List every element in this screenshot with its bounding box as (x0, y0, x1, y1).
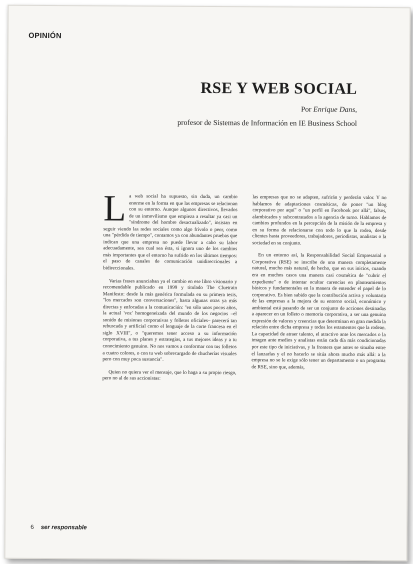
text-column-right (251, 195, 386, 378)
magazine-page (4, 5, 410, 561)
section-label: OPINIÓN (28, 30, 62, 41)
paragraph: En un entorno así, la Responsabilidad Social Empresarial o Corporativa (RSE) se inscribe de una manera completamente natural, mucho más natural, de hecho, que en sus inicios, cuando era en muchos casos una manera casi cosmética de "cubrir el expediente" o de intentar ocultar carencias en planteamientos básicos y fundamentales en la manera de entender el papel de lo corporativo. Es bien sabido que la contribución activa y voluntaria de las empresas a la mejora de su entorno social, económico y ambiental está pasando de ser un conjunto de acciones destinadas a aparecer en un folleto o memoria corporativa, a ser una genuina expresión de valores y creencias que determinan en gran medida la relación entre dicha empresa y todos los estamentos que la rodean. La capacidad de atraer talento, el atractivo ante los mercados o la imagen ante medios y analistas están cada día más condicionadas por este tipo de iniciativas, y la frontera que antes se situaba entre el lanzarlas y el no hacerlo se sitúa ahora mucho más allá: a la empresa no se le exige sólo tener un departamento o un programa de RSE, sino que, además, (251, 253, 387, 371)
author-role: profesor de Sistemas de Información en IE Business School (177, 117, 358, 128)
text-column-left (102, 188, 238, 390)
article-title: RSE Y WEB SOCIAL (200, 79, 358, 98)
paragraph (103, 188, 238, 273)
publication-name: ser responsable (40, 524, 87, 532)
drop-cap: L (103, 188, 127, 230)
page-footer (30, 525, 86, 531)
paragraph: las empresas que no se adapten, sufrirán y perderán valor. Y no hablamos de adaptaciones cosméticas, de poner "un blog corporativo por aquí" o "un perfil en Facebook por allá", falsos, alambicados y subcontratados a la agencia de turno. Hablamos de cambios profundos en la percepción de la misión de la empresa y en su forma de relacionarse con todo lo que la rodea, desde clientes hasta proveedores, trabajadores, periodistas, analistas o la sociedad en su conjunto. (252, 195, 387, 247)
paragraph-text: a web social ha supuesto, sin duda, un cambio enorme en la forma en que las empresas se relacionan con su entorno. Aunque algunos directivos, llevados de un inmovilismo que empieza a resultar ya casi un "síndrome del hombre desactualizado", insistan en seguir viendo las redes sociales como algo frívolo o peor, como una "pérdida de tiempo", contamos ya con abundantes pruebas que indican que una empresa no puede llevar a cabo su labor adecuadamente, sea cual sea ésta, si ignora uno de los cambios más importantes que el entorno ha sufrido en los últimos tiempos: el paso de canales de comunicación unidireccionales a bidireccionales. (103, 194, 238, 272)
paragraph: Quien no quiera ver el mensaje, que lo haga a su propio riesgo, pero no al de sus accionistas: (102, 370, 237, 382)
author-name: Enrique Dans, (313, 104, 358, 114)
byline-prefix: Por (300, 104, 314, 114)
page-number: 6 (30, 524, 34, 531)
paragraph: Varias frases anunciaban ya el cambio en ese libro visionario y recomendable publicado en 1999 y titulado The Cluetrain Manifesto: desde la más genérica formulada en su primera tesis, "los mercados son conversaciones", hasta algunas otras ya más directas y enfocadas a la comunicación: "en sólo unos pocos años, la actual 'voz' homogeneizada del mundo de los negocios –el sonido de misiones corporativas y folletos oficiales– parecerá tan rebuscada y artificial como el lenguaje de la corte francesa en el siglo XVIII", o "queremos tener acceso a su información corporativa, a tus planes y estrategias, a tus mejores ideas y a tu conocimiento genuino. No nos vamos a conformar con tus folletos a cuatro colores, o con tu web sobrecargado de chucherías visuales pero con muy poca sustancia". (102, 278, 238, 363)
byline (301, 105, 357, 114)
